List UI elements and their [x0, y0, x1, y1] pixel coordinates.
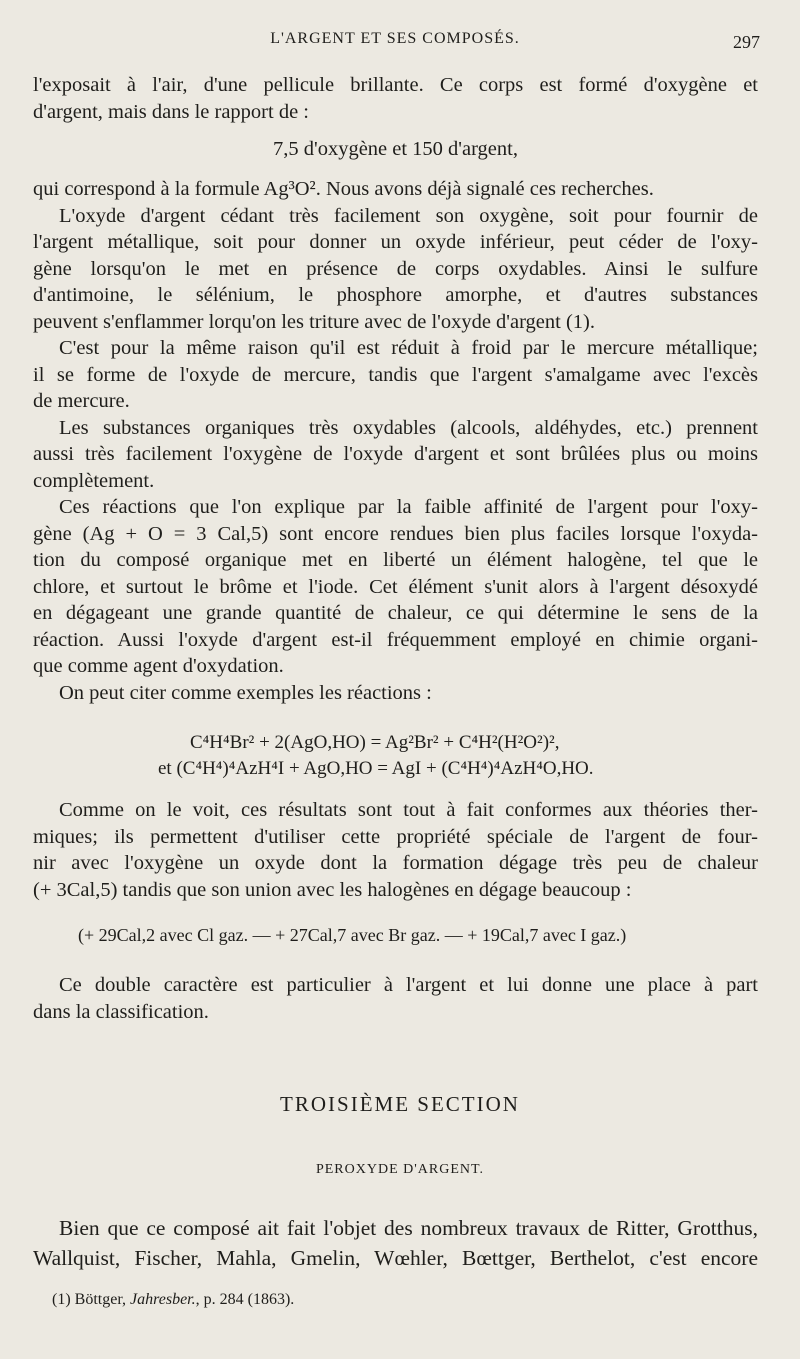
subsection-title: PEROXYDE D'ARGENT. [315, 1162, 485, 1177]
text-line: de mercure. [33, 390, 130, 412]
paragraph-4 [33, 972, 758, 1025]
text-line: Wallquist, Fischer, Mahla, Gmelin, Wœhler, Bœttger, Berthelot, c'est encore [33, 1246, 758, 1270]
footnote-source: Jahresber. [130, 1291, 196, 1308]
footnote-rest: , p. 284 (1863). [195, 1291, 295, 1308]
text-line: miques; ils permettent d'utiliser cette propriété spéciale de l'argent de four- [33, 825, 758, 848]
equation-1: C⁴H⁴Br² + 2(AgO,HO) = Ag²Br² + C⁴H²(H²O²)², [190, 732, 560, 753]
text-line: On peut citer comme exemples les réactions : [59, 681, 432, 704]
text-line: tion du composé organique met en liberté un élément halogène, tel que le [33, 549, 758, 571]
paragraph-5 [33, 1213, 758, 1273]
text-line: gène lorsqu'on le met en présence de corps oxydables. Ainsi le sulfure [33, 257, 758, 280]
text-line: il se forme de l'oxyde de mercure, tandis que l'argent s'amalgame avec l'excès [33, 363, 758, 386]
text-line: l'argent métallique, soit pour donner un oxyde inférieur, peut céder de l'oxy- [33, 231, 758, 253]
footnote-author: Böttger, [74, 1291, 127, 1308]
header-title: L'ARGENT ET SES COMPOSÉS. [270, 30, 520, 47]
ratio-line-block [33, 136, 758, 163]
footnote [52, 1291, 294, 1309]
text-line: Ce double caractère est particulier à l'argent et lui donne une place à part [59, 974, 758, 996]
text-line: Bien que ce composé ait fait l'objet des nombreux travaux de Ritter, Grotthus, [59, 1216, 758, 1240]
text-line: nir avec l'oxygène un oxyde dont la formation dégage très peu de chaleur [33, 852, 758, 874]
text-line: Les substances organiques très oxydables (alcools, aldéhydes, etc.) prennent [59, 416, 758, 439]
text-line: (+ 3Cal,5) tandis que son union avec les halogènes en dégage beaucoup : [33, 878, 632, 901]
text-line: qui correspond à la formule Ag³O². Nous avons déjà signalé ces recherches. [33, 178, 654, 200]
text-line: L'oxyde d'argent cédant très facilement son oxygène, soit pour fournir de [59, 204, 758, 227]
paragraph-3 [33, 797, 758, 903]
text-line: Comme on le voit, ces résultats sont tout à fait conformes aux théories ther- [59, 799, 758, 821]
heat-values-line: (+ 29Cal,2 avec Cl gaz. — + 27Cal,7 avec Br gaz. — + 19Cal,7 avec I gaz.) [78, 925, 627, 945]
paragraph-2 [33, 176, 758, 706]
text-line: C'est pour la même raison qu'il est réduit à froid par le mercure métallique; [59, 337, 758, 359]
text-line: l'exposait à l'air, d'une pellicule brillante. Ce corps est formé d'oxygène et [33, 74, 758, 96]
text-line: que comme agent d'oxydation. [33, 655, 284, 677]
running-header [30, 30, 760, 56]
text-line: gène (Ag + O = 3 Cal,5) sont encore rendues bien plus faciles lorsque l'oxyda- [33, 522, 758, 545]
page-number: 297 [733, 32, 760, 52]
ratio-line: 7,5 d'oxygène et 150 d'argent, [273, 138, 518, 160]
footnote-mark: (1) [52, 1291, 71, 1308]
text-line: chlore, et surtout le brôme et l'iode. Cet élément s'unit alors à l'argent désoxydé [33, 575, 758, 598]
paragraph-1 [33, 72, 758, 125]
text-line: d'antimoine, le sélénium, le phosphore amorphe, et d'autres substances [33, 284, 758, 306]
text-line: aussi très facilement l'oxygène de l'oxyde d'argent et sont brûlées plus ou moins [33, 443, 758, 465]
equation-2: et (C⁴H⁴)⁴AzH⁴I + AgO,HO = AgI + (C⁴H⁴)⁴AzH⁴O,HO. [158, 758, 594, 779]
text-line: Ces réactions que l'on explique par la faible affinité de l'argent pour l'oxy- [59, 496, 758, 518]
text-line: réaction. Aussi l'oxyde d'argent est-il fréquemment employé en chimie organi- [33, 628, 758, 651]
text-line: complètement. [33, 469, 155, 492]
section-title: TROISIÈME SECTION [280, 1092, 520, 1116]
text-line: peuvent s'enflammer lorqu'on les triture avec de l'oxyde d'argent (1). [33, 310, 596, 333]
text-line: d'argent, mais dans le rapport de : [33, 100, 309, 123]
text-line: en dégageant une grande quantité de chaleur, ce qui détermine le sens de la [33, 602, 758, 624]
text-line: dans la classification. [33, 1000, 209, 1023]
